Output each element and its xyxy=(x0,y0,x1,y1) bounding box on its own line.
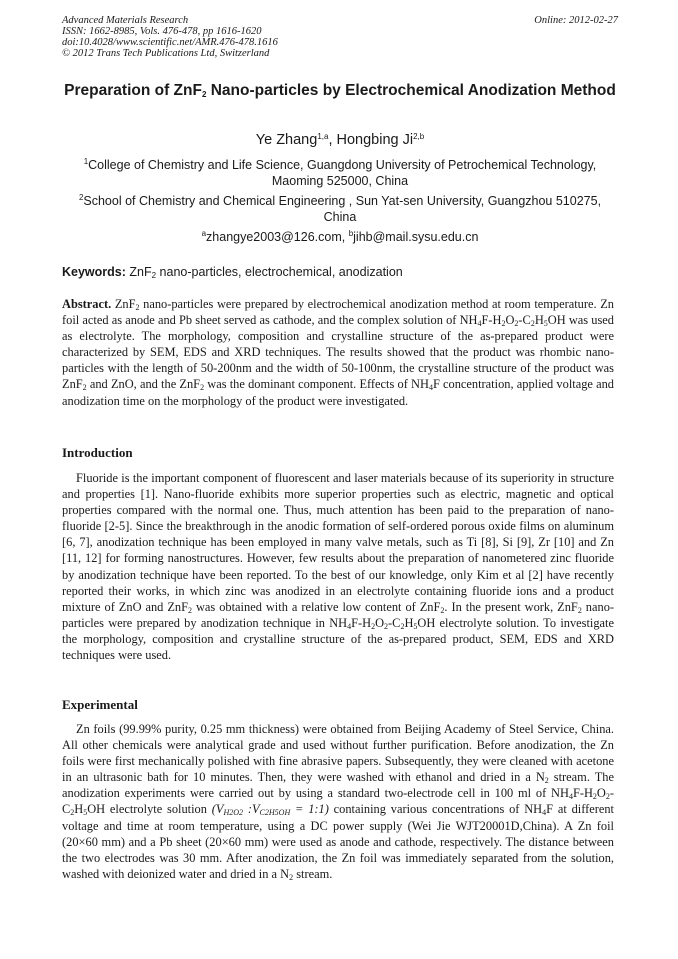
title-subscript: 2 xyxy=(201,90,207,99)
keywords-label: Keywords: xyxy=(62,265,126,279)
text-run: and ZnO, and the ZnF xyxy=(86,377,201,392)
subscript: 5 xyxy=(413,621,418,631)
author-emails xyxy=(62,229,618,245)
email-mark: b xyxy=(348,229,354,238)
text-run: F-H xyxy=(572,786,593,801)
keywords xyxy=(62,264,618,280)
subscript: 2 xyxy=(371,621,376,631)
text-run: stream. The anodization experiments were carried out by using a standard two-electrode cell in 100 ml of NH xyxy=(62,770,614,801)
text-run: was obtained with a relative low content of ZnF xyxy=(192,599,441,614)
text-run: -C xyxy=(518,313,531,328)
text-run: OH electrolyte solution. To investigate the morphology, composition and crystalline structure of the as-prepared product, SEM, EDS and XRD techniques were used. xyxy=(62,615,615,663)
math-subscript: C2H5OH xyxy=(259,808,291,818)
subscript: 4 xyxy=(542,808,547,818)
email-mark: a xyxy=(201,229,207,238)
text-run: OH was used as electrolyte. The morphology, composition and crystalline structure of the as-prepared product were characterized by SEM, EDS and XRD techniques. The results showed that the product was rhombic nano-particles with the length of 50-200nm and the width of 50-100nm, the crystalline structure of the product was ZnF xyxy=(62,313,615,392)
affiliation-text: College of Chemistry and Life Science, Guangdong University of Petrochemical Technology, Maoming 525000, China xyxy=(88,158,597,188)
math-paren: ( xyxy=(211,802,216,817)
affiliation-mark: 2 xyxy=(78,193,84,202)
subscript: 2 xyxy=(151,271,157,280)
author-name: Hongbing Ji xyxy=(336,132,414,148)
text-run: O xyxy=(375,615,385,630)
author-name: Ye Zhang xyxy=(255,132,318,148)
text-run: F concentration, applied voltage and anodization time on the morphology of the product were investigated. xyxy=(62,377,614,408)
text-run: OH electrolyte solution xyxy=(87,802,212,817)
volume-ratio-formula xyxy=(212,802,329,816)
text-run: F-H xyxy=(481,313,502,328)
subscript: 2 xyxy=(592,792,597,802)
subscript: 2 xyxy=(200,383,205,393)
text-run: H xyxy=(534,313,544,328)
experimental-paragraph xyxy=(62,721,614,882)
subscript: 2 xyxy=(530,319,535,329)
keywords-text: nano-particles, electrochemical, anodization xyxy=(156,265,403,279)
paper-title xyxy=(62,81,618,101)
text-run: stream. xyxy=(293,866,333,881)
issn-line: ISSN: 1662-8985, Vols. 476-478, pp 1616-1620 xyxy=(62,26,262,37)
journal-name: Advanced Materials Research xyxy=(62,15,189,26)
email-link[interactable]: jihb@mail.sysu.edu.cn xyxy=(353,230,479,244)
email-link[interactable]: zhangye2003@126.com xyxy=(206,230,342,244)
math-equals: = 1:1) xyxy=(290,802,329,817)
subscript: 4 xyxy=(477,319,482,329)
subscript: 2 xyxy=(70,808,75,818)
subscript: 2 xyxy=(400,621,405,631)
subscript: 2 xyxy=(514,319,519,329)
affiliation-2 xyxy=(62,193,618,225)
text-run: -C xyxy=(62,786,614,817)
abstract-label: Abstract. xyxy=(62,297,112,311)
text-run: -C xyxy=(388,615,401,630)
text-run: was the dominant component. Effects of NH xyxy=(204,377,429,392)
subscript: 2 xyxy=(544,776,549,786)
text-run: O xyxy=(505,313,515,328)
text-run: O xyxy=(596,786,606,801)
author-affiliation-mark: 1,a xyxy=(317,132,329,141)
text-run: F at different voltage and time at room temperature, using a DC power supply (Wei Jie WJT20001D,China). A Zn foil (20×60 mm) and a Pb sheet (20×60 mm) were used as anode and cathode, respectively. The distance between the two electrodes was 30 mm. After anodization, the Zn foil was immediately separated from the solution, washed with deionized water and dried in a N xyxy=(62,802,614,881)
subscript: 2 xyxy=(384,621,389,631)
text-run: . In the present work, ZnF xyxy=(444,599,578,614)
author-separator: , xyxy=(328,132,337,148)
subscript: 2 xyxy=(135,303,140,312)
math-subscript: H2O2 xyxy=(223,808,244,818)
journal-header xyxy=(62,15,618,59)
author-list xyxy=(62,131,618,149)
subscript: 5 xyxy=(83,808,88,818)
text-run: Zn foils (99.99% purity, 0.25 mm thickness) were obtained from Beijing Academy of Steel Service, China. All other chemicals were analytical grade and used without further purification. Before anodization, the Zn foils were first mechanically polished with fine abrasive papers. Subsequently, they were cleaned with acetone in an ultrasonic bath for 10 minutes. Then, they were washed with ethanol and dried in a N xyxy=(62,722,614,785)
text-run: H xyxy=(404,615,414,630)
subscript: 2 xyxy=(440,605,445,615)
section-heading-introduction: Introduction xyxy=(62,445,133,460)
text-run: nano-particles were prepared by electrochemical anodization method at room temperature. Zn foil acted as anode and Pb sheet served as cathode, and the complex solution of NH xyxy=(62,297,614,328)
introduction-paragraph xyxy=(62,470,614,663)
keywords-text: ZnF xyxy=(125,265,152,279)
subscript: 2 xyxy=(82,383,87,393)
text-run: H xyxy=(74,802,84,817)
text-run: containing various concentrations of NH xyxy=(328,802,543,817)
subscript: 4 xyxy=(428,383,433,393)
subscript: 2 xyxy=(289,872,294,882)
affiliation-mark: 1 xyxy=(83,157,89,166)
subscript: 5 xyxy=(543,319,548,329)
math-variable: V xyxy=(251,802,260,817)
online-date: Online: 2012-02-27 xyxy=(534,15,618,26)
text-run: Fluoride is the important component of fluorescent and laser materials because of its superiority in structure and properties [1]. Nano-fluoride exhibits more superior properties such as electric, magnetic and optical properties compared with the normal one. Thus, much attention has been paid to the preparation of nano-fluoride [2-5]. Since the breakthrough in the anodic formation of self-ordered porous oxide films on aluminum [6, 7], anodization technique has been employed in many valve metals, such as Ti [8], Si [9], Zr [10] and Zn [11, 12] for forming nanostructures. However, few results about the preparation of nanometered zinc fluoride by anodization technique have been reported. To the best of our knowledge, only Kim et al [2] have recently reported their works, in which zinc was anodized in an electrolyte containing fluoride ions and a product mixture of ZnO and ZnF xyxy=(62,471,614,614)
affiliation-text: School of Chemistry and Chemical Engineering , Sun Yat-sen University, Guangzhou 510275, China xyxy=(83,194,602,224)
subscript: 2 xyxy=(577,605,582,615)
affiliation-1 xyxy=(62,157,618,189)
copyright-line: © 2012 Trans Tech Publications Ltd, Switzerland xyxy=(62,48,270,59)
email-separator: , xyxy=(341,230,349,244)
subscript: 4 xyxy=(347,621,352,631)
subscript: 4 xyxy=(568,792,573,802)
text-run: ZnF xyxy=(111,297,136,311)
title-part: Nano-particles by Electrochemical Anodization Method xyxy=(206,82,616,99)
subscript: 2 xyxy=(605,792,610,802)
text-run: nano-particles were prepared by anodization technique in NH xyxy=(62,599,615,630)
title-part: Preparation of ZnF xyxy=(64,82,202,99)
math-variable: V xyxy=(215,802,224,817)
section-heading-experimental: Experimental xyxy=(62,697,138,712)
math-operator: : xyxy=(243,802,252,817)
subscript: 2 xyxy=(188,605,193,615)
abstract-paragraph xyxy=(62,296,614,409)
doi-line: doi:10.4028/www.scientific.net/AMR.476-478.1616 xyxy=(62,37,278,48)
subscript: 2 xyxy=(501,319,506,329)
author-affiliation-mark: 2,b xyxy=(413,132,425,141)
text-run: F-H xyxy=(351,615,372,630)
